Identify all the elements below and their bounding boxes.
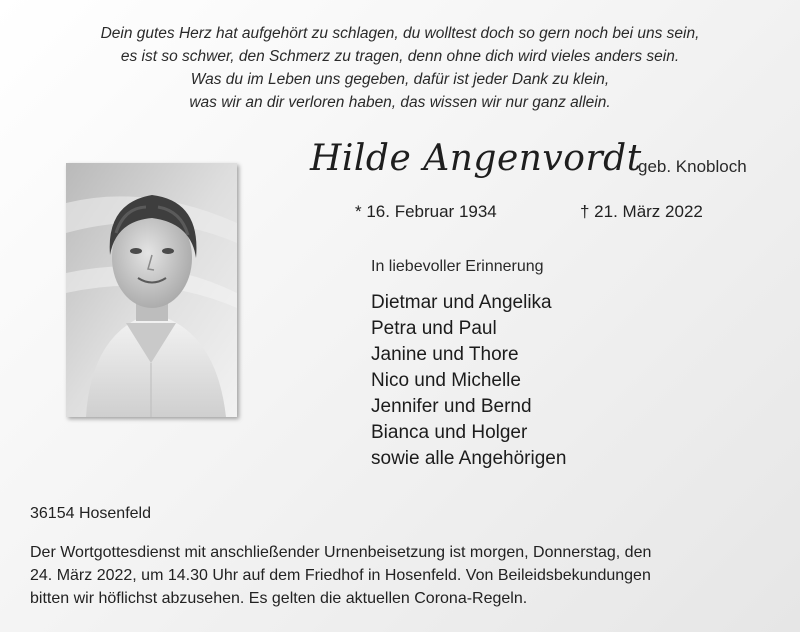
service-line: bitten wir höflichst abzusehen. Es gelten die aktuellen Corona-Regeln.	[30, 590, 528, 607]
mourners-list	[371, 290, 566, 472]
poem-line: Dein gutes Herz hat aufgehört zu schlagen, du wolltest doch so gern noch bei uns sein,	[100, 25, 700, 42]
service-line: 24. März 2022, um 14.30 Uhr auf dem Friedhof in Hosenfeld. Von Beileidsbekundungen	[30, 567, 651, 584]
maiden-name: geb. Knobloch	[638, 157, 747, 176]
memorial-poem	[0, 22, 800, 114]
death-date: † 21. März 2022	[580, 202, 703, 221]
mourner-name: Bianca und Holger	[371, 422, 528, 443]
birth-date: * 16. Februar 1934	[355, 202, 497, 221]
mourner-name: Nico und Michelle	[371, 370, 521, 391]
poem-line: es ist so schwer, den Schmerz zu tragen, denn ohne dich wird vieles anders sein.	[120, 48, 680, 65]
service-line: Der Wortgottesdienst mit anschließender Urnenbeisetzung ist morgen, Donnerstag, den	[30, 544, 652, 561]
location: 36154 Hosenfeld	[30, 505, 151, 522]
mourner-name: Petra und Paul	[371, 318, 497, 339]
memory-intro: In liebevoller Erinnerung	[371, 258, 544, 275]
deceased-name-row	[300, 138, 780, 188]
portrait-image	[66, 163, 237, 417]
deceased-name: Hilde Angenvordt	[310, 138, 642, 179]
mourner-name: Jennifer und Bernd	[371, 396, 532, 417]
portrait-photo	[66, 163, 237, 417]
service-info	[30, 541, 775, 610]
poem-line: was wir an dir verloren haben, das wissen wir nur ganz allein.	[189, 94, 611, 111]
mourner-name: sowie alle Angehörigen	[371, 448, 567, 469]
poem-line: Was du im Leben uns gegeben, dafür ist jeder Dank zu klein,	[190, 71, 610, 88]
mourner-name: Dietmar und Angelika	[371, 292, 552, 313]
mourner-name: Janine und Thore	[371, 344, 519, 365]
